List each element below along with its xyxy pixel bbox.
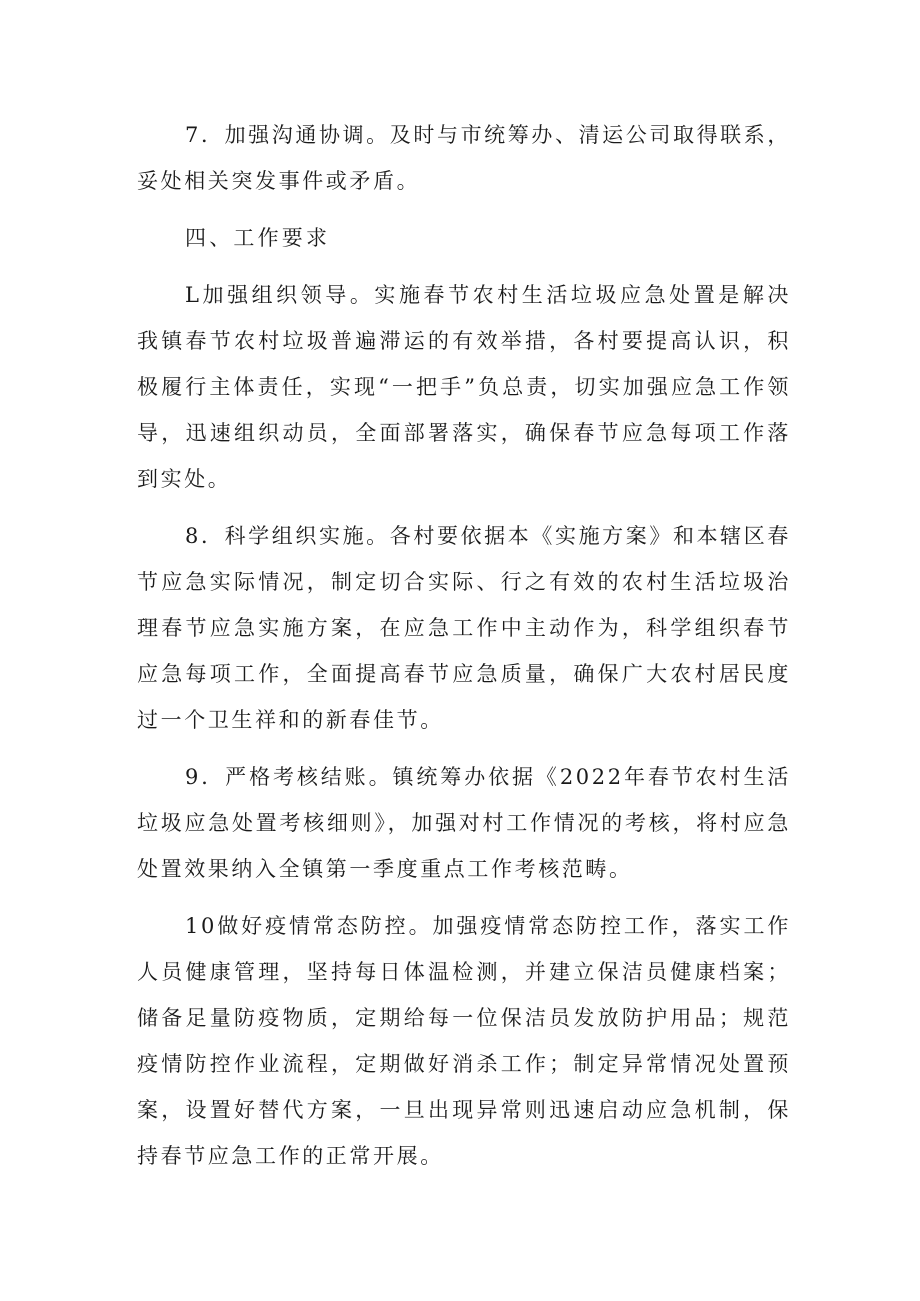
section-heading-work-requirements: 四、工作要求 xyxy=(185,226,331,250)
paragraph-item-10: 10做好疫情常态防控。加强疫情常态防控工作，落实工作人员健康管理，坚持每日体温检测，并建立保洁员健康档案；储备足量防疫物质，定期给每一位保洁员发放防护用品；规范疫情防控作业流程，定期做好消杀工作；制定异常情况处置预案，设置好替代方案，一旦出现异常则迅速启动应急机制，保持春节应急工作的正常开展。 xyxy=(137,914,791,1168)
paragraph-item-8: 8．科学组织实施。各村要依据本《实施方案》和本辖区春节应急实际情况，制定切合实际、行之有效的农村生活垃圾治理春节应急实施方案，在应急工作中主动作为，科学组织春节应急每项工作，全面提高春节应急质量，确保广大农村居民度过一个卫生祥和的新春佳节。 xyxy=(137,524,791,732)
paragraph-item-9: 9．严格考核结账。镇统筹办依据《2022年春节农村生活垃圾应急处置考核细则》，加强对村工作情况的考核，将村应急处置效果纳入全镇第一季度重点工作考核范畴。 xyxy=(137,765,791,881)
document-body xyxy=(137,112,791,1190)
paragraph-item-1: L加强组织领导。实施春节农村生活垃圾应急处置是解决我镇春节农村垃圾普遍滞运的有效举措，各村要提高认识，积极履行主体责任，实现“一把手”负总责，切实加强应急工作领导，迅速组织动员，全面部署落实，确保春节应急每项工作落到实处。 xyxy=(137,283,791,491)
paragraph-item-7: 7．加强沟通协调。及时与市统筹办、清运公司取得联系，妥处相关突发事件或矛盾。 xyxy=(137,123,791,193)
